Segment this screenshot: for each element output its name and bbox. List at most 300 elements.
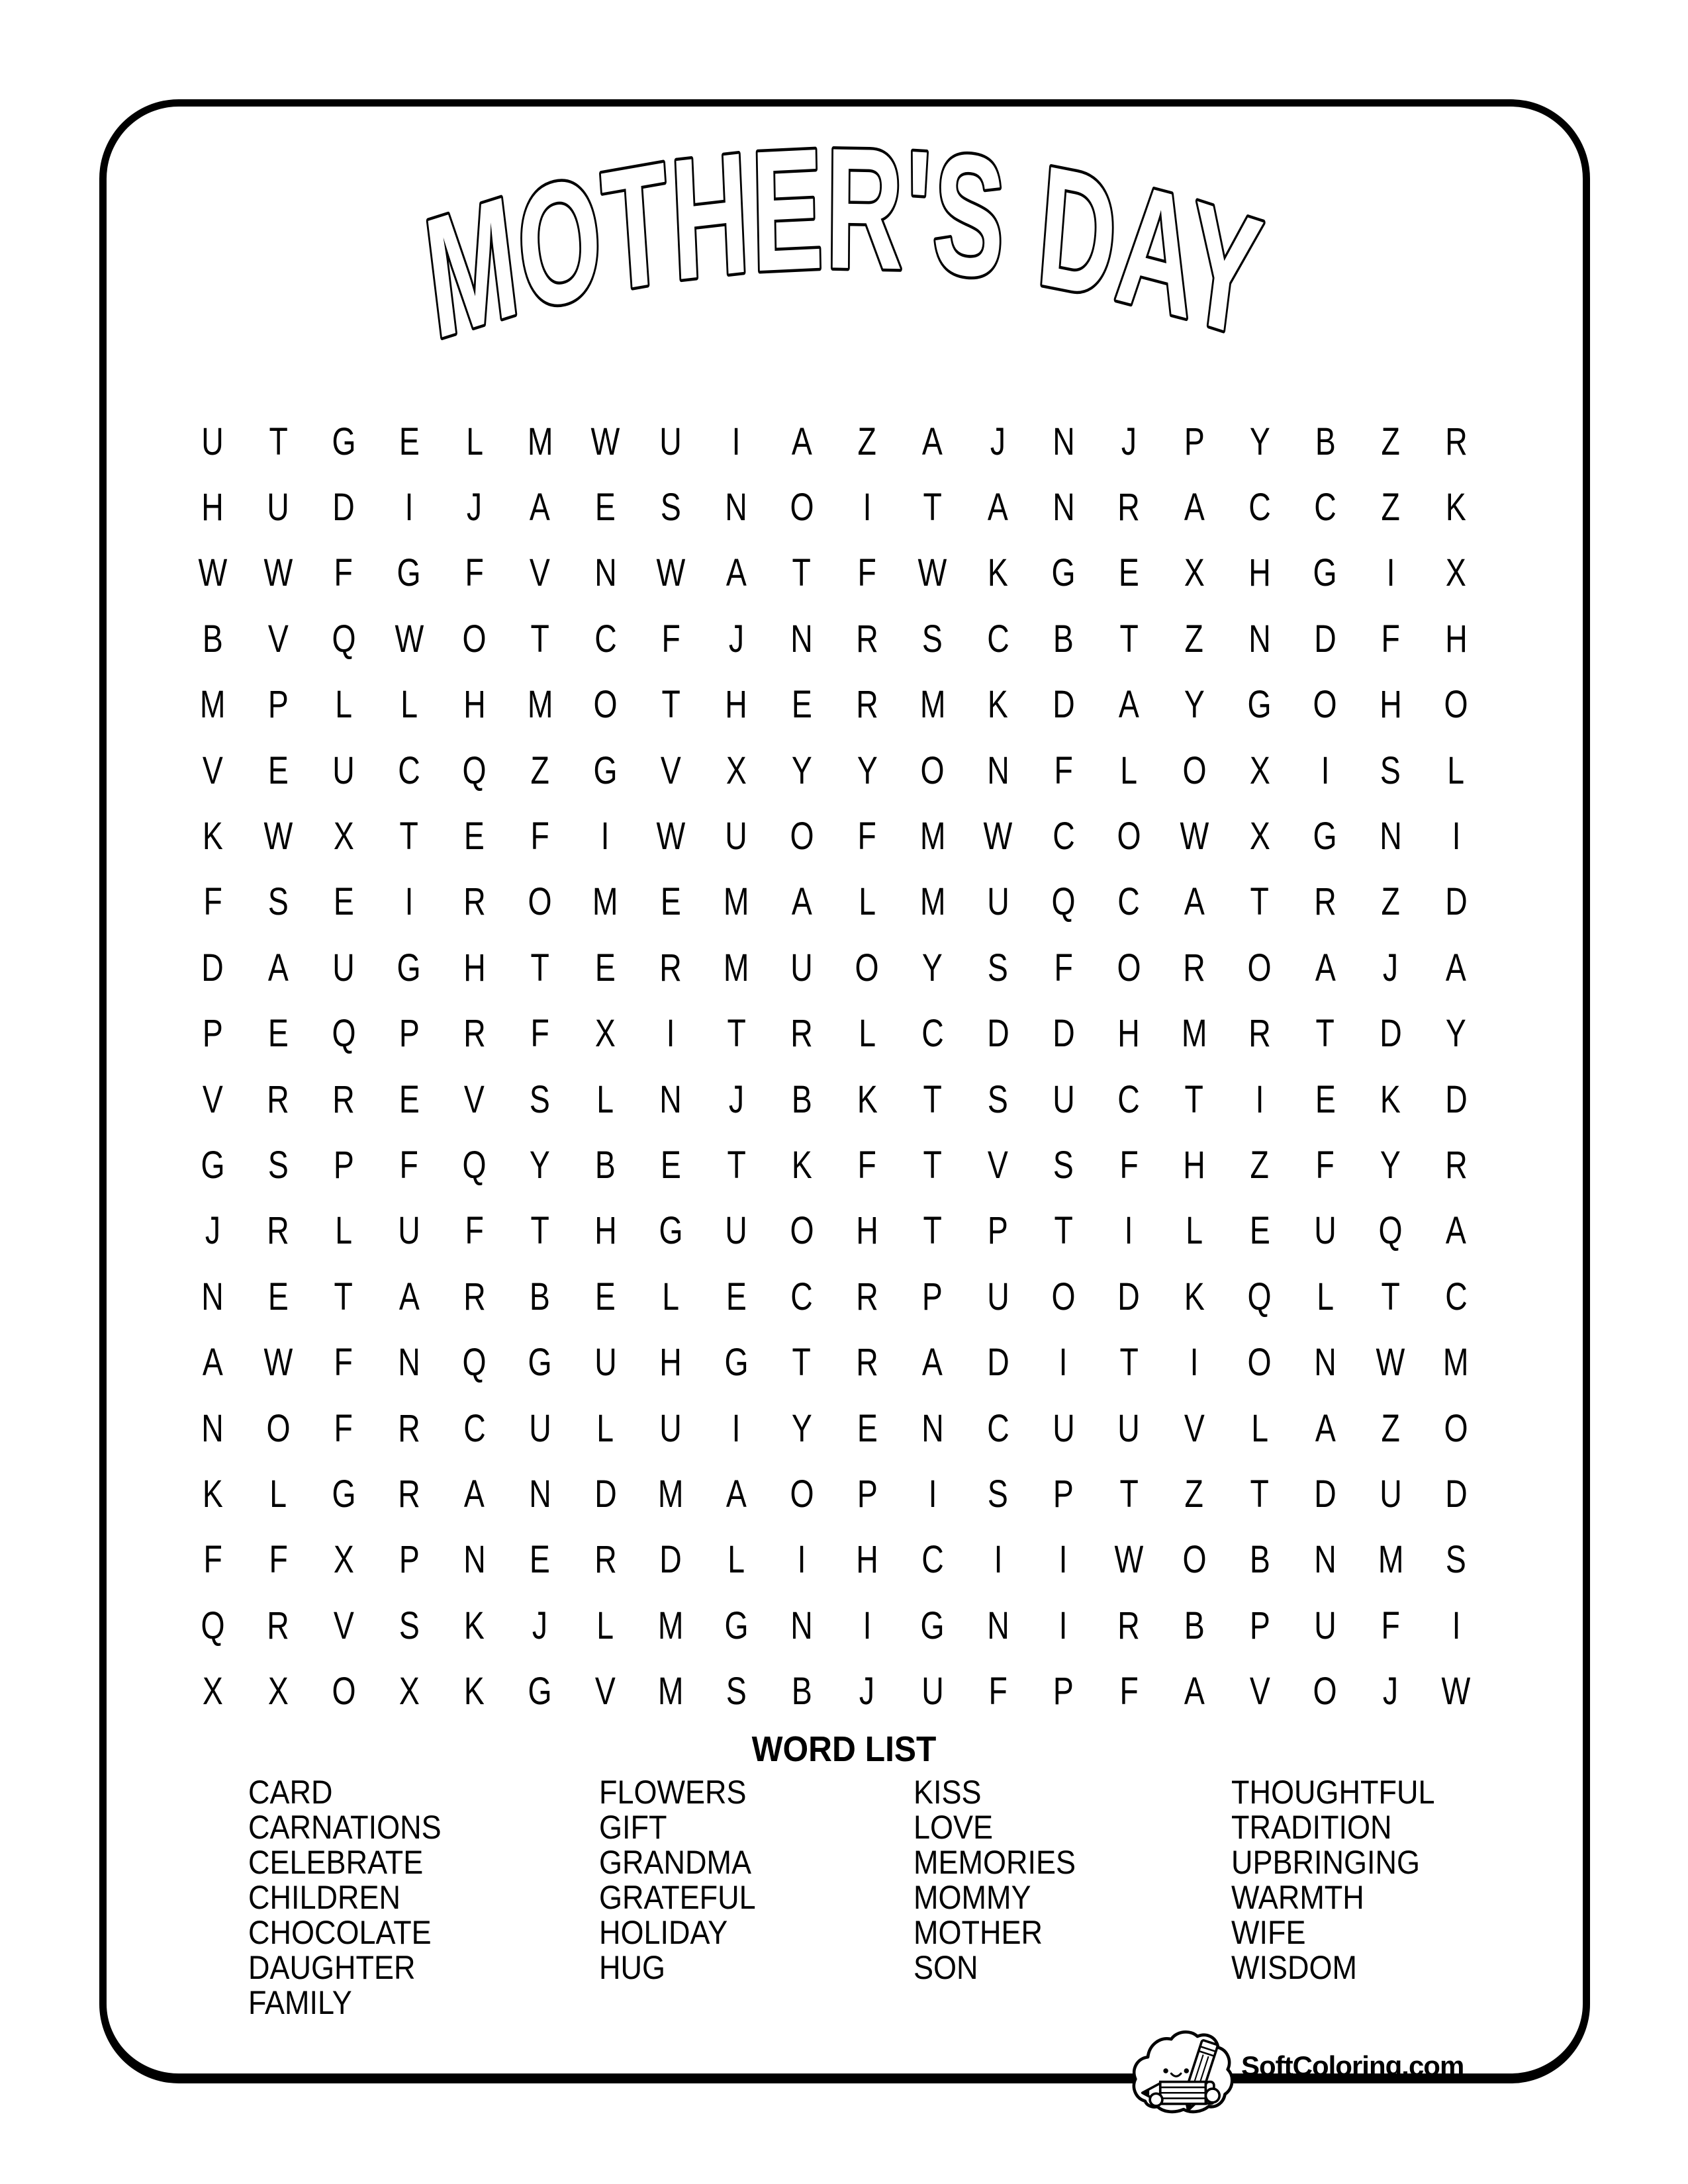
grid-cell-r8c14: Q — [1051, 880, 1076, 924]
grid-cell-r18c1: F — [203, 1538, 222, 1582]
grid-cell-r12c2: S — [267, 1144, 289, 1187]
grid-cell-r3c20: X — [1446, 551, 1467, 595]
grid-cell-r3c4: G — [397, 551, 422, 595]
grid-cell-r16c16: V — [1184, 1406, 1205, 1450]
grid-cell-r1c20: R — [1444, 420, 1468, 463]
grid-cell-r15c11: R — [856, 1341, 878, 1385]
grid-cell-r11c5: V — [464, 1077, 485, 1121]
grid-cell-r13c9: U — [725, 1209, 747, 1253]
grid-cell-r12c1: G — [201, 1144, 225, 1187]
grid-cell-r13c8: G — [659, 1209, 683, 1253]
grid-cell-r17c13: S — [988, 1473, 1009, 1516]
grid-cell-r11c16: T — [1184, 1077, 1204, 1121]
grid-cell-r2c16: A — [1184, 486, 1205, 529]
grid-cell-r14c15: D — [1117, 1275, 1141, 1318]
title-text: MOTHER'S DAY — [416, 111, 1272, 376]
grid-cell-r11c6: S — [530, 1077, 551, 1121]
grid-cell-r6c12: O — [920, 749, 945, 792]
grid-cell-r8c7: M — [592, 880, 618, 924]
grid-cell-r12c4: F — [399, 1144, 419, 1187]
grid-cell-r2c7: E — [595, 486, 616, 529]
grid-cell-r15c13: D — [986, 1341, 1009, 1385]
grid-cell-r16c9: I — [731, 1406, 741, 1450]
grid-cell-r18c17: B — [1249, 1538, 1270, 1582]
grid-cell-r18c12: C — [921, 1538, 944, 1582]
word-list-item: MOTHER — [914, 1914, 1043, 1951]
grid-cell-r15c9: G — [724, 1341, 749, 1385]
grid-cell-r20c13: F — [988, 1670, 1008, 1713]
grid-cell-r12c13: V — [988, 1144, 1009, 1187]
grid-cell-r7c18: G — [1313, 815, 1337, 858]
grid-cell-r13c20: A — [1446, 1209, 1467, 1253]
grid-cell-r10c5: R — [463, 1012, 486, 1056]
grid-cell-r12c17: Z — [1250, 1144, 1270, 1187]
grid-cell-r8c18: R — [1314, 880, 1336, 924]
grid-cell-r17c1: K — [202, 1473, 223, 1516]
grid-cell-r4c9: J — [728, 617, 744, 660]
grid-cell-r14c6: B — [530, 1275, 551, 1318]
grid-cell-r2c15: R — [1117, 486, 1141, 529]
grid-cell-r7c5: E — [464, 815, 485, 858]
grid-cell-r14c2: E — [267, 1275, 289, 1318]
grid-cell-r17c5: A — [464, 1473, 485, 1516]
grid-cell-r1c5: L — [465, 420, 483, 463]
grid-cell-r16c12: N — [921, 1406, 944, 1450]
grid-cell-r19c13: N — [986, 1604, 1009, 1647]
grid-cell-r20c6: G — [528, 1670, 552, 1713]
grid-cell-r6c18: I — [1321, 749, 1330, 792]
grid-cell-r6c5: Q — [462, 749, 487, 792]
grid-cell-r4c19: F — [1381, 617, 1400, 660]
grid-cell-r10c12: C — [921, 1012, 944, 1056]
grid-cell-r8c17: T — [1250, 880, 1270, 924]
grid-cell-r18c10: I — [797, 1538, 806, 1582]
grid-cell-r14c14: O — [1051, 1275, 1076, 1318]
grid-cell-r3c5: F — [465, 551, 484, 595]
grid-cell-r9c3: U — [332, 946, 355, 989]
grid-cell-r14c12: P — [922, 1275, 943, 1318]
grid-cell-r6c2: E — [267, 749, 289, 792]
grid-cell-r15c5: Q — [462, 1341, 487, 1385]
grid-cell-r18c13: I — [994, 1538, 1003, 1582]
grid-cell-r6c6: Z — [530, 749, 549, 792]
grid-cell-r4c17: N — [1248, 617, 1271, 660]
grid-cell-r1c17: Y — [1249, 420, 1270, 463]
grid-cell-r13c11: H — [856, 1209, 878, 1253]
grid-cell-r2c6: A — [530, 486, 551, 529]
grid-cell-r2c2: U — [267, 486, 290, 529]
grid-cell-r6c17: X — [1249, 749, 1270, 792]
grid-cell-r2c13: A — [988, 486, 1009, 529]
grid-cell-r11c9: J — [728, 1077, 744, 1121]
letter-grid — [180, 409, 1489, 1725]
grid-cell-r11c1: V — [202, 1077, 223, 1121]
grid-cell-r7c11: F — [857, 815, 877, 858]
word-list-item: WIFE — [1231, 1914, 1306, 1951]
grid-cell-r10c8: I — [666, 1012, 675, 1056]
grid-cell-r10c18: T — [1315, 1012, 1335, 1056]
grid-cell-r18c8: D — [659, 1538, 682, 1582]
grid-cell-r16c20: O — [1444, 1406, 1468, 1450]
grid-cell-r3c8: W — [656, 551, 686, 595]
grid-cell-r11c13: S — [988, 1077, 1009, 1121]
grid-cell-r20c2: X — [267, 1670, 289, 1713]
word-list-column-3 — [914, 1775, 1225, 1985]
grid-cell-r20c8: M — [658, 1670, 684, 1713]
grid-cell-r19c9: G — [724, 1604, 749, 1647]
grid-cell-r11c10: B — [791, 1077, 812, 1121]
grid-cell-r5c11: R — [856, 683, 878, 727]
grid-cell-r4c12: S — [922, 617, 943, 660]
grid-cell-r6c10: Y — [791, 749, 812, 792]
word-list-item: CARD — [248, 1774, 333, 1811]
grid-cell-r16c13: C — [986, 1406, 1009, 1450]
grid-cell-r4c13: C — [986, 617, 1009, 660]
page-title — [0, 86, 1688, 457]
word-list-item: FLOWERS — [599, 1774, 747, 1811]
grid-cell-r9c1: D — [201, 946, 224, 989]
grid-cell-r19c8: M — [658, 1604, 684, 1647]
grid-cell-r12c6: Y — [530, 1144, 551, 1187]
grid-cell-r18c7: R — [594, 1538, 617, 1582]
grid-cell-r18c19: M — [1378, 1538, 1404, 1582]
grid-cell-r4c20: H — [1444, 617, 1468, 660]
grid-cell-r15c19: W — [1376, 1341, 1405, 1385]
grid-cell-r20c20: W — [1441, 1670, 1471, 1713]
cloud-eye-left — [1163, 2068, 1168, 2073]
grid-cell-r17c11: P — [857, 1473, 878, 1516]
grid-cell-r10c1: P — [202, 1012, 223, 1056]
cloud-eye-right — [1184, 2068, 1189, 2073]
word-list-item: HUG — [599, 1949, 665, 1986]
grid-cell-r20c18: O — [1313, 1670, 1337, 1713]
grid-cell-r4c16: Z — [1184, 617, 1204, 660]
grid-cell-r14c20: C — [1444, 1275, 1468, 1318]
grid-cell-r17c18: D — [1314, 1473, 1336, 1516]
grid-cell-r5c17: G — [1247, 683, 1272, 727]
grid-cell-r7c19: N — [1379, 815, 1402, 858]
grid-cell-r18c15: W — [1114, 1538, 1144, 1582]
grid-cell-r9c2: A — [267, 946, 289, 989]
grid-cell-r8c19: Z — [1381, 880, 1400, 924]
grid-cell-r5c13: K — [988, 683, 1009, 727]
grid-cell-r3c12: W — [917, 551, 947, 595]
grid-cell-r7c6: F — [530, 815, 549, 858]
grid-cell-r2c5: J — [467, 486, 483, 529]
grid-cell-r17c6: N — [528, 1473, 551, 1516]
grid-cell-r19c12: G — [920, 1604, 945, 1647]
grid-cell-r4c7: C — [594, 617, 617, 660]
grid-cell-r19c11: I — [863, 1604, 872, 1647]
grid-cell-r20c11: J — [859, 1670, 875, 1713]
grid-cell-r15c15: T — [1119, 1341, 1139, 1385]
grid-cell-r5c14: D — [1052, 683, 1075, 727]
grid-cell-r19c2: R — [267, 1604, 290, 1647]
grid-cell-r14c13: U — [986, 1275, 1009, 1318]
grid-cell-r8c6: O — [528, 880, 552, 924]
grid-cell-r20c5: K — [464, 1670, 485, 1713]
grid-cell-r8c8: E — [660, 880, 681, 924]
grid-cell-r4c5: O — [462, 617, 487, 660]
cloud-pencil-icon — [1130, 2026, 1233, 2116]
grid-cell-r5c16: Y — [1184, 683, 1205, 727]
grid-cell-r17c15: T — [1119, 1473, 1139, 1516]
grid-cell-r10c10: R — [790, 1012, 813, 1056]
grid-cell-r19c10: N — [790, 1604, 813, 1647]
grid-cell-r5c19: H — [1379, 683, 1402, 727]
grid-cell-r1c18: B — [1315, 420, 1336, 463]
grid-cell-r19c4: S — [399, 1604, 420, 1647]
grid-cell-r1c7: W — [590, 420, 620, 463]
word-list-column-4 — [1231, 1775, 1542, 1985]
word-list-item: CHILDREN — [248, 1879, 401, 1916]
grid-cell-r13c12: T — [923, 1209, 942, 1253]
grid-cell-r17c14: P — [1053, 1473, 1074, 1516]
grid-cell-r17c2: L — [269, 1473, 287, 1516]
grid-cell-r4c14: B — [1053, 617, 1074, 660]
grid-cell-r10c20: Y — [1446, 1012, 1467, 1056]
grid-cell-r5c7: O — [593, 683, 618, 727]
grid-cell-r12c15: F — [1119, 1144, 1139, 1187]
grid-cell-r13c7: H — [594, 1209, 617, 1253]
word-list-item: LOVE — [914, 1809, 994, 1846]
cloud-hand-right — [1205, 2089, 1219, 2103]
grid-cell-r9c14: F — [1054, 946, 1073, 989]
grid-cell-r20c1: X — [202, 1670, 223, 1713]
word-list-item: CHOCOLATE — [248, 1914, 432, 1951]
grid-cell-r7c9: U — [725, 815, 747, 858]
grid-cell-r13c3: L — [335, 1209, 353, 1253]
grid-cell-r19c5: K — [464, 1604, 485, 1647]
grid-cell-r6c15: L — [1120, 749, 1138, 792]
grid-cell-r10c19: D — [1379, 1012, 1402, 1056]
grid-cell-r12c10: K — [791, 1144, 812, 1187]
grid-cell-r19c1: Q — [201, 1604, 225, 1647]
grid-cell-r9c15: O — [1117, 946, 1141, 989]
grid-cell-r4c2: V — [267, 617, 289, 660]
grid-cell-r5c1: M — [200, 683, 226, 727]
grid-cell-r7c17: X — [1249, 815, 1270, 858]
grid-cell-r2c4: I — [404, 486, 414, 529]
grid-cell-r9c6: T — [530, 946, 549, 989]
grid-cell-r9c5: H — [463, 946, 486, 989]
grid-cell-r18c6: E — [530, 1538, 551, 1582]
grid-cell-r11c4: E — [399, 1077, 420, 1121]
grid-cell-r9c17: O — [1247, 946, 1272, 989]
grid-cell-r15c14: I — [1059, 1341, 1068, 1385]
grid-cell-r20c12: U — [921, 1670, 944, 1713]
grid-cell-r11c12: T — [923, 1077, 942, 1121]
grid-cell-r5c12: M — [919, 683, 946, 727]
grid-cell-r9c7: E — [595, 946, 616, 989]
word-list-item: MOMMY — [914, 1879, 1031, 1916]
grid-cell-r14c19: T — [1381, 1275, 1400, 1318]
grid-cell-r16c5: C — [463, 1406, 486, 1450]
grid-cell-r1c14: N — [1052, 420, 1075, 463]
grid-cell-r3c11: F — [857, 551, 877, 595]
grid-cell-r1c13: J — [990, 420, 1006, 463]
grid-cell-r14c17: Q — [1247, 1275, 1272, 1318]
grid-cell-r11c8: N — [659, 1077, 682, 1121]
grid-cell-r15c2: W — [263, 1341, 293, 1385]
grid-cell-r13c6: T — [530, 1209, 549, 1253]
grid-cell-r12c9: T — [727, 1144, 746, 1187]
word-list-item: FAMILY — [248, 1984, 352, 2021]
grid-cell-r15c4: N — [398, 1341, 420, 1385]
grid-cell-r16c10: Y — [791, 1406, 812, 1450]
grid-cell-r9c10: U — [790, 946, 813, 989]
grid-cell-r11c18: E — [1315, 1077, 1336, 1121]
grid-cell-r19c6: J — [532, 1604, 548, 1647]
grid-cell-r5c10: E — [791, 683, 812, 727]
word-list-item: MEMORIES — [914, 1844, 1076, 1881]
grid-cell-r11c7: L — [596, 1077, 614, 1121]
grid-cell-r16c18: A — [1315, 1406, 1336, 1450]
grid-cell-r7c7: I — [601, 815, 610, 858]
grid-cell-r17c19: U — [1379, 1473, 1402, 1516]
word-list-item: GIFT — [599, 1809, 667, 1846]
grid-cell-r10c3: Q — [332, 1012, 356, 1056]
grid-cell-r14c18: L — [1316, 1275, 1334, 1318]
grid-cell-r14c8: L — [662, 1275, 680, 1318]
grid-cell-r15c12: A — [922, 1341, 943, 1385]
grid-cell-r11c14: U — [1052, 1077, 1075, 1121]
grid-cell-r12c3: P — [333, 1144, 354, 1187]
grid-cell-r10c2: E — [267, 1012, 289, 1056]
grid-cell-r13c19: Q — [1378, 1209, 1403, 1253]
grid-cell-r19c15: R — [1117, 1604, 1141, 1647]
grid-cell-r19c3: V — [333, 1604, 354, 1647]
grid-cell-r10c11: L — [859, 1012, 876, 1056]
grid-cell-r5c18: O — [1313, 683, 1337, 727]
grid-cell-r11c19: K — [1380, 1077, 1401, 1121]
grid-cell-r7c10: O — [790, 815, 814, 858]
word-list-column-1 — [248, 1775, 559, 2021]
grid-cell-r18c18: N — [1314, 1538, 1336, 1582]
grid-cell-r19c7: L — [596, 1604, 614, 1647]
grid-cell-r5c9: H — [725, 683, 747, 727]
grid-cell-r1c11: Z — [857, 420, 877, 463]
grid-cell-r3c3: F — [334, 551, 353, 595]
grid-cell-r6c14: F — [1054, 749, 1073, 792]
grid-cell-r13c14: T — [1054, 1209, 1073, 1253]
grid-cell-r13c2: R — [267, 1209, 290, 1253]
grid-cell-r16c11: E — [857, 1406, 878, 1450]
grid-cell-r19c19: F — [1381, 1604, 1400, 1647]
grid-cell-r5c6: M — [527, 683, 553, 727]
cloud-hand-left — [1150, 2093, 1162, 2106]
grid-cell-r1c2: T — [269, 420, 288, 463]
grid-cell-r18c9: L — [727, 1538, 745, 1582]
grid-cell-r12c20: R — [1444, 1144, 1468, 1187]
grid-cell-r16c1: N — [201, 1406, 224, 1450]
grid-cell-r20c14: P — [1053, 1670, 1074, 1713]
grid-cell-r8c2: S — [267, 880, 289, 924]
grid-cell-r14c3: T — [334, 1275, 353, 1318]
grid-cell-r17c9: A — [726, 1473, 747, 1516]
word-list-item: UPBRINGING — [1231, 1844, 1421, 1881]
grid-cell-r6c16: O — [1182, 749, 1207, 792]
grid-cell-r3c16: X — [1184, 551, 1205, 595]
grid-cell-r9c18: A — [1315, 946, 1336, 989]
grid-cell-r11c20: D — [1444, 1077, 1468, 1121]
word-list-item: GRANDMA — [599, 1844, 752, 1881]
grid-cell-r9c20: A — [1446, 946, 1467, 989]
grid-cell-r8c1: F — [203, 880, 222, 924]
grid-cell-r13c4: U — [398, 1209, 420, 1253]
grid-cell-r4c6: T — [530, 617, 549, 660]
grid-cell-r1c16: P — [1184, 420, 1205, 463]
grid-cell-r14c1: N — [201, 1275, 224, 1318]
grid-cell-r3c15: E — [1118, 551, 1139, 595]
grid-cell-r13c18: U — [1314, 1209, 1336, 1253]
grid-cell-r15c18: N — [1314, 1341, 1336, 1385]
grid-cell-r17c16: Z — [1184, 1473, 1204, 1516]
grid-cell-r12c8: E — [660, 1144, 681, 1187]
grid-cell-r12c14: S — [1053, 1144, 1074, 1187]
grid-cell-r16c7: L — [596, 1406, 614, 1450]
grid-cell-r4c11: R — [856, 617, 878, 660]
grid-cell-r8c9: M — [723, 880, 749, 924]
grid-cell-r1c9: I — [731, 420, 741, 463]
grid-cell-r10c13: D — [986, 1012, 1009, 1056]
grid-cell-r5c4: L — [400, 683, 418, 727]
grid-cell-r2c3: D — [332, 486, 355, 529]
grid-cell-r3c7: N — [594, 551, 617, 595]
grid-cell-r9c19: J — [1383, 946, 1399, 989]
grid-cell-r1c12: A — [922, 420, 943, 463]
grid-cell-r10c7: X — [595, 1012, 616, 1056]
grid-cell-r1c1: U — [201, 420, 224, 463]
grid-cell-r2c18: C — [1314, 486, 1336, 529]
word-list-item: WISDOM — [1231, 1949, 1357, 1986]
grid-cell-r4c4: W — [395, 617, 424, 660]
grid-cell-r18c11: H — [856, 1538, 878, 1582]
grid-cell-r13c16: L — [1186, 1209, 1203, 1253]
grid-cell-r18c5: N — [463, 1538, 486, 1582]
grid-cell-r8c10: A — [791, 880, 812, 924]
grid-cell-r16c17: L — [1251, 1406, 1268, 1450]
grid-cell-r17c7: D — [594, 1473, 617, 1516]
grid-cell-r15c17: O — [1247, 1341, 1272, 1385]
grid-cell-r11c3: R — [332, 1077, 355, 1121]
grid-cell-r16c6: U — [528, 1406, 551, 1450]
grid-cell-r9c8: R — [659, 946, 682, 989]
grid-cell-r16c3: F — [334, 1406, 353, 1450]
grid-cell-r6c8: V — [660, 749, 681, 792]
grid-cell-r20c16: A — [1184, 1670, 1205, 1713]
grid-cell-r13c10: O — [790, 1209, 814, 1253]
grid-cell-r4c8: F — [661, 617, 680, 660]
grid-cell-r4c15: T — [1119, 617, 1139, 660]
grid-cell-r7c4: T — [399, 815, 419, 858]
grid-cell-r19c18: U — [1314, 1604, 1336, 1647]
grid-cell-r17c17: T — [1250, 1473, 1270, 1516]
grid-cell-r8c12: M — [919, 880, 946, 924]
grid-cell-r9c9: M — [723, 946, 749, 989]
grid-cell-r3c10: T — [792, 551, 812, 595]
grid-cell-r2c1: H — [201, 486, 224, 529]
word-list-item: TRADITION — [1231, 1809, 1392, 1846]
grid-cell-r20c3: O — [332, 1670, 356, 1713]
softcoloring-logo — [1130, 2026, 1501, 2159]
grid-cell-r3c13: K — [988, 551, 1009, 595]
grid-cell-r10c16: M — [1181, 1012, 1207, 1056]
grid-cell-r10c17: R — [1248, 1012, 1271, 1056]
grid-cell-r15c6: G — [528, 1341, 552, 1385]
grid-cell-r15c3: F — [334, 1341, 353, 1385]
grid-cell-r13c13: P — [988, 1209, 1009, 1253]
